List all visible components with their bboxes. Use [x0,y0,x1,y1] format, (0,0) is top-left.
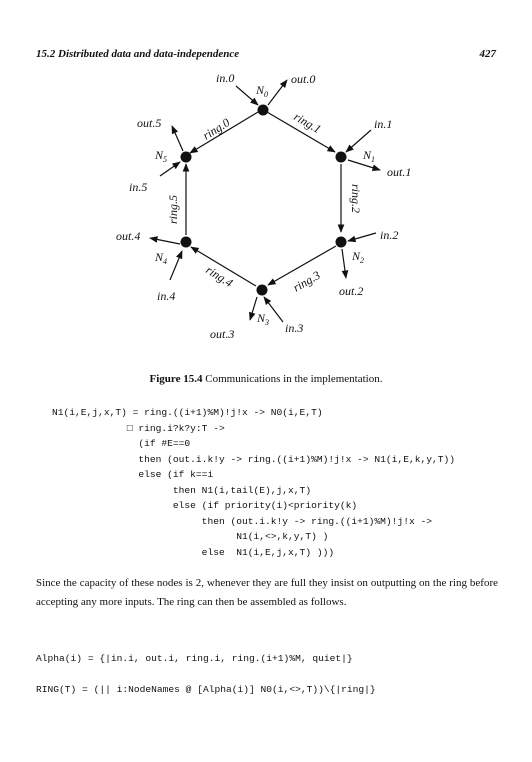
alpha-definition: Alpha(i) = {|in.i, out.i, ring.i, ring.(i+1)%M, quiet|} [36,653,353,664]
in-arrow-4 [170,251,182,280]
out-label-0: out.0 [291,72,316,86]
code-line: (if #E==0 [52,438,191,449]
node-label-1: $N_1$ [363,148,376,164]
out-label-3: out.3 [210,327,235,341]
node-3 [257,285,268,296]
node-label-4: $N_4$ [155,250,168,266]
in-arrow-0 [236,86,258,105]
code-line: else N1(i,E,j,x,T) ))) [52,546,335,558]
in-label-0: in.0 [216,71,235,85]
out-label-5: out.5 [137,116,162,130]
figure-number: Figure 15.4 [149,373,203,385]
node-label-2: $N_2$ [352,249,365,265]
code-line: N1(i,E,j,x,T) = ring.((i+1)%M)!j!x -> N0(i,E,T) [52,407,323,418]
node-label-5: $N_5$ [155,148,168,164]
node-label-3: $N_3$ [257,311,270,327]
out-arrow-2 [342,249,346,278]
code-line: then N1(i,tail(E),j,x,T) [52,484,312,496]
in-label-3: in.3 [285,321,304,335]
ring-label-3: ring.3 [290,267,323,295]
node-label-0: $N_0$ [256,83,269,99]
ring-label-0: ring.0 [200,115,233,143]
code-line: else (if k==i [52,469,214,480]
ring-label-5: ring.5 [166,194,180,224]
code-line: then (out.i.k!y -> ring.((i+1)%M)!j!x -> N1(i,E,k,y,T)) [52,453,456,465]
code-line: then (out.i.k!y -> ring.((i+1)%M)!j!x -> [52,515,432,527]
in-label-2: in.2 [380,228,399,242]
in-arrow-5 [160,162,180,176]
code-line: else (if priority(i)<priority(k) [52,500,358,511]
process-definition-code [52,405,455,560]
body-paragraph: Since the capacity of these nodes is 2, whenever they are full they insist on outputting on the ring before accepting any more inputs. The ring can then be assembled as follows. [36,577,498,608]
ring-label-2: ring.2 [349,184,363,214]
code-line: N1(i,<>,k,y,T) ) [52,531,329,542]
node-5 [181,152,192,163]
in-label-4: in.4 [157,289,176,303]
node-1 [336,152,347,163]
figure-caption-text: Communications in the implementation. [202,373,383,385]
node-0 [258,105,269,116]
in-label-1: in.1 [374,117,393,131]
out-label-4: out.4 [116,229,141,243]
in-label-5: in.5 [129,180,148,194]
out-label-2: out.2 [339,284,364,298]
out-arrow-4 [150,238,180,244]
ring-definition: RING(T) = (|| i:NodeNames @ [Alpha(i)] N0(i,<>,T))\{|ring|} [36,684,376,695]
in-arrow-2 [348,233,376,241]
out-arrow-5 [172,126,183,151]
page-number: 427 [479,48,496,60]
ring-label-1: ring.1 [291,109,324,137]
ring-label-4: ring.4 [203,262,236,290]
out-label-1: out.1 [387,165,412,179]
code-line: □ ring.i?k?y:T -> [52,422,225,434]
out-arrow-0 [268,80,287,105]
figure-caption [0,373,532,385]
node-4 [181,237,192,248]
ring-network-diagram [0,60,532,350]
running-head: 15.2 Distributed data and data-independence [36,48,240,60]
node-2 [336,237,347,248]
out-arrow-3 [250,297,257,320]
